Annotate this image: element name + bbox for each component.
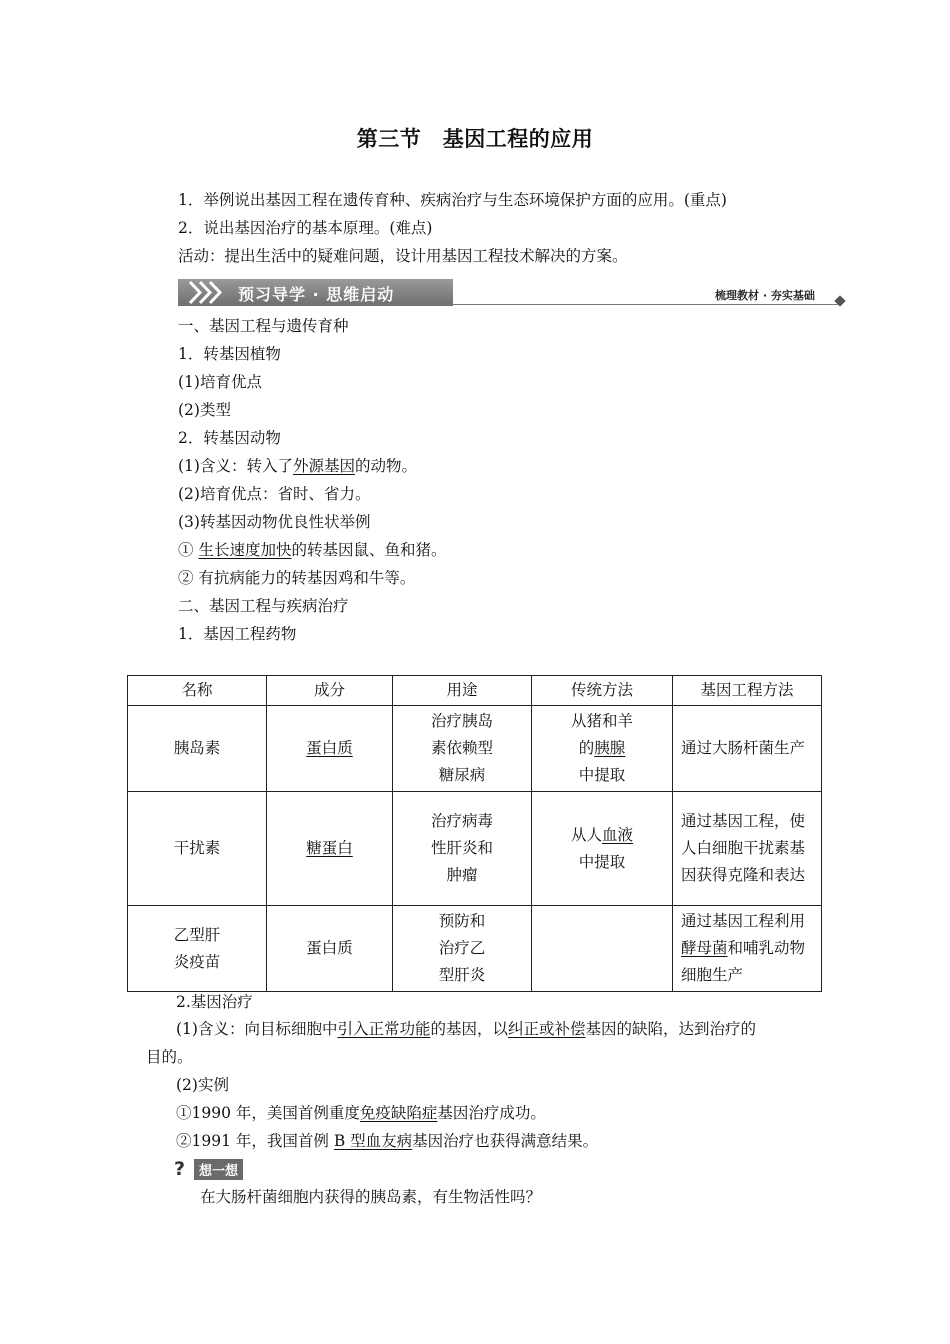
think-question: 在大肠杆菌细胞内获得的胰岛素，有生物活性吗？: [200, 1188, 542, 1206]
section2-heading: 二、基因工程与疾病治疗: [178, 597, 349, 615]
fill-blank: 纠正或补偿: [508, 1020, 586, 1038]
table-cell: 干扰素: [128, 792, 267, 906]
text: 基因治疗成功。: [437, 1104, 546, 1122]
text: (1)含义：转入了: [178, 457, 293, 475]
text: 治疗病毒: [430, 812, 493, 830]
drugs-heading: 1．基因工程药物: [178, 625, 297, 643]
objective-1: 1．举例说出基因工程在遗传育种、疾病治疗与生态环境保护方面的应用。(重点): [178, 191, 727, 209]
text: 从猪和羊: [570, 712, 633, 730]
text: 通过基因工程利用: [681, 912, 806, 930]
fill-blank: 外源基因: [292, 457, 355, 475]
table-row: [128, 706, 822, 792]
text: [532, 822, 672, 849]
text: 的转基因鼠、鱼和猪。: [291, 541, 447, 559]
gene-therapy-meaning-wrap: 目的。: [146, 1048, 193, 1066]
text: 乙型肝: [173, 925, 221, 944]
section1-heading: 一、基因工程与遗传育种: [178, 317, 349, 335]
fill-blank: 免疫缺陷症: [359, 1104, 438, 1122]
plants-item-1: (1)培育优点: [178, 373, 262, 391]
text: 性肝炎和: [430, 839, 493, 857]
table-cell: [267, 706, 393, 792]
text: 的: [578, 739, 595, 757]
table-cell: [393, 792, 532, 906]
page-title: 第三节 基因工程的应用: [356, 127, 594, 151]
drug-table: [127, 675, 822, 992]
table-cell: [532, 706, 673, 792]
text: 从人: [570, 825, 602, 844]
text: 素依赖型: [430, 739, 493, 757]
fill-blank: 蛋白质: [306, 739, 353, 757]
animals-advantage: (2)培育优点：省时、省力。: [178, 485, 371, 503]
text: ①1990 年，美国首例重度: [176, 1104, 360, 1122]
table-header: 成分: [267, 676, 393, 706]
fill-blank: 胰腺: [594, 739, 626, 757]
text: 型肝炎: [438, 966, 486, 984]
table-cell: 胰岛素: [128, 706, 267, 792]
table-header: 名称: [128, 676, 267, 706]
gene-therapy-heading: 2.基因治疗: [176, 993, 253, 1011]
gene-therapy-examples-heading: (2)实例: [176, 1076, 229, 1094]
text: 中提取: [578, 852, 626, 871]
text: 基因治疗也获得满意结果。: [412, 1132, 599, 1150]
section-banner: [178, 279, 453, 306]
question-mark-icon: ?: [174, 1158, 186, 1180]
table-cell: [532, 792, 673, 906]
text: 基因的缺陷，达到治疗的: [585, 1020, 757, 1038]
text: 通过大肠杆菌生产: [681, 739, 806, 757]
fill-blank: 血液: [602, 825, 634, 844]
table-header: 基因工程方法: [673, 676, 822, 706]
table-row: [128, 792, 822, 906]
table-row: [128, 906, 822, 992]
text: 中提取: [578, 766, 626, 784]
text: 肿瘤: [446, 866, 478, 884]
table-cell: [128, 906, 267, 992]
table-cell: [673, 792, 822, 906]
objective-activity: 活动：提出生活中的疑难问题，设计用基因工程技术解决的方案。: [178, 247, 628, 265]
text: 炎疫苗: [173, 952, 221, 971]
table-cell: 蛋白质: [267, 906, 393, 992]
text: 治疗胰岛: [430, 712, 493, 730]
text: 治疗乙: [438, 939, 486, 957]
text: ②1991 年，我国首例: [176, 1132, 334, 1150]
traits-heading: (3)转基因动物优良性状举例: [178, 513, 371, 531]
plants-heading: 1．转基因植物: [178, 345, 281, 363]
fill-blank: 酵母菌: [681, 939, 728, 957]
trait-1: [178, 540, 446, 560]
fill-blank: 引入正常功能: [337, 1020, 431, 1038]
table-cell: [267, 792, 393, 906]
fill-blank: 糖蛋白: [306, 839, 353, 857]
text: 的动物。: [354, 457, 417, 475]
table-cell: [532, 906, 673, 992]
chevron-icon: [178, 279, 226, 306]
text: [532, 735, 672, 762]
objective-2: 2．说出基因治疗的基本原理。(难点): [178, 219, 433, 237]
banner-subtitle: 梳理教材 · 夯实基础: [715, 289, 815, 302]
table-header: 用途: [393, 676, 532, 706]
table-cell: [673, 706, 822, 792]
animals-heading: 2．转基因动物: [178, 429, 281, 447]
banner-divider: [178, 304, 838, 305]
text: 糖尿病: [438, 766, 486, 784]
fill-blank: 生长速度加快: [198, 541, 292, 559]
text: 预防和: [438, 912, 486, 930]
banner-title: 预习导学 · 思维启动: [238, 285, 395, 304]
animals-meaning: [178, 456, 417, 476]
table-cell: [393, 706, 532, 792]
gene-therapy-meaning: [176, 1019, 756, 1039]
text: ①: [178, 541, 194, 559]
text: (1)含义：向目标细胞中: [176, 1020, 338, 1038]
text: 的基因，以: [430, 1020, 508, 1038]
table-header: 传统方法: [532, 676, 673, 706]
text: [681, 908, 815, 989]
table-header-row: [128, 676, 822, 706]
trait-2: ② 有抗病能力的转基因鸡和牛等。: [178, 569, 416, 587]
gene-therapy-example-2: [176, 1131, 598, 1151]
plants-item-2: (2)类型: [178, 401, 231, 419]
gene-therapy-example-1: [176, 1103, 546, 1123]
text: 通过基因工程，使人白细胞干扰素基因获得克隆和表达: [681, 812, 806, 884]
table-cell: [673, 906, 822, 992]
fill-blank: B 型血友病: [333, 1132, 413, 1150]
text: 和哺乳动物细胞生产: [681, 939, 806, 984]
table-cell: [393, 906, 532, 992]
think-label: 想一想: [194, 1159, 243, 1180]
